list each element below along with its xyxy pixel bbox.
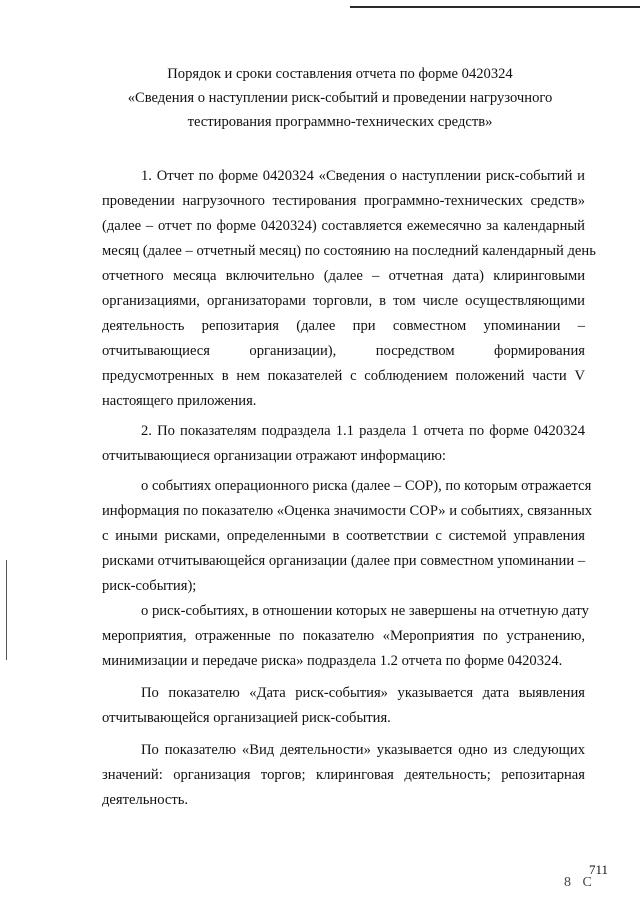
body-line: отчитывающиеся организации), посредством формирования [102, 343, 585, 359]
body-line: По показателю «Вид деятельности» указывается одно из следующих [141, 742, 585, 758]
body-line: мероприятия, отраженные по показателю «Мероприятия по устранению, [102, 628, 585, 644]
body-line: деятельность. [102, 792, 189, 808]
body-line: с иными рисками, определенными в соответствии с системой управления [102, 528, 585, 544]
body-line: По показателю «Дата риск-события» указывается дата выявления [141, 685, 585, 701]
body-line: значений: организация торгов; клиринговая деятельность; репозитарная [102, 767, 585, 783]
body-line: 1. Отчет по форме 0420324 «Сведения о наступлении риск-событий и [141, 168, 585, 184]
body-line: минимизации и передаче риска» подраздела 1.2 отчета по форме 0420324. [102, 653, 563, 669]
body-line: проведении нагрузочного тестирования программно-технических средств» [102, 193, 585, 209]
body-line: отчетного месяца включительно (далее – отчетная дата) клиринговыми [102, 268, 585, 284]
scan-edge-top [350, 6, 640, 8]
title-line-1: Порядок и сроки составления отчета по форме 0420324 [167, 66, 513, 82]
body-line: (далее – отчет по форме 0420324) составляется ежемесячно за календарный [102, 218, 585, 234]
body-line: отчитывающейся организацией риск-события. [102, 710, 391, 726]
body-line: риск-события); [102, 578, 197, 594]
body-line: предусмотренных в нем показателей с соблюдением положений части V [102, 368, 585, 384]
body-line: 2. По показателям подраздела 1.1 раздела 1 отчета по форме 0420324 [141, 423, 585, 439]
title-line-2: «Сведения о наступлении риск-событий и проведении нагрузочного [127, 90, 553, 106]
body-line: месяц (далее – отчетный месяц) по состоянию на последний календарный день [102, 243, 596, 259]
scan-edge-left [6, 560, 7, 660]
body-line: о событиях операционного риска (далее – СОР), по которым отражается [141, 478, 592, 494]
body-line: деятельность репозитария (далее при совместном упоминании – [102, 318, 585, 334]
page-number: 711 [589, 862, 609, 877]
body-line: настоящего приложения. [102, 393, 257, 409]
body-line: отчитывающиеся организации отражают информацию: [102, 448, 446, 464]
title-line-3: тестирования программно-технических средств» [187, 114, 493, 130]
body-line: о риск-событиях, в отношении которых не завершены на отчетную дату [141, 603, 589, 619]
page-number-stamp: 8 С [564, 875, 596, 890]
body-line: информация по показателю «Оценка значимости СОР» и событиях, связанных [102, 503, 593, 519]
body-line: организациями, организаторами торговли, в том числе осуществляющими [102, 293, 585, 309]
body-line: рисками отчитывающейся организации (далее при совместном упоминании – [102, 553, 586, 569]
document-title [90, 62, 590, 134]
